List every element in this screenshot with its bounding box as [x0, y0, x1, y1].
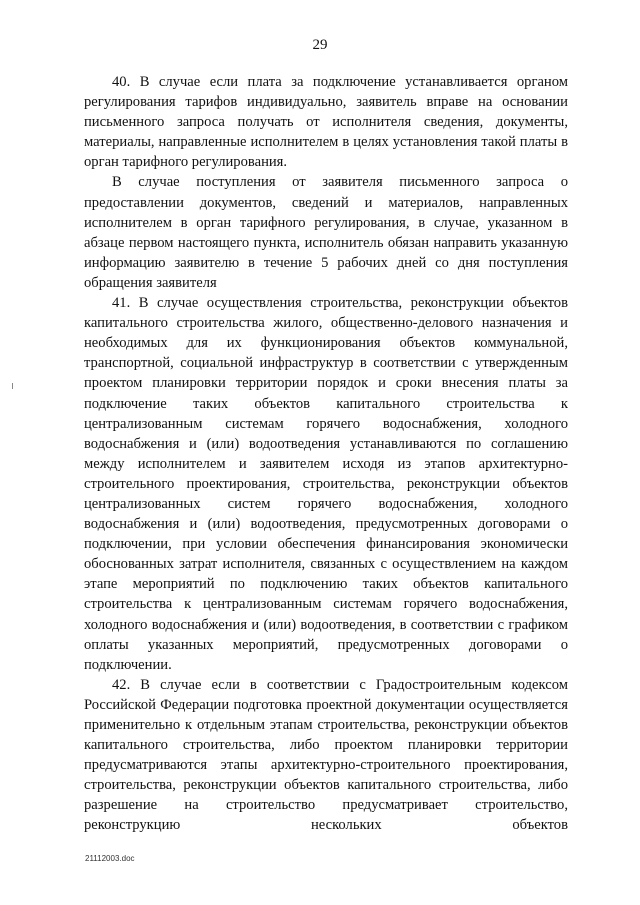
paragraph-42: 42. В случае если в соответствии с Градостроительным кодексом Российской Федерации подготовка проектной документации осуществляется применительно к отдельным этапам строительства, реконструкции объектов капитального строительства, либо проектом планировки территории предусматриваются этапы архитектурно-строительного проектирования, строительства, реконструкции объектов капитального строительства, либо разрешение на строительство предусматривает строительство, реконструкцию нескольких объектов	[84, 676, 568, 834]
page-number: 29	[312, 37, 328, 53]
document-body	[84, 72, 568, 836]
paragraph-40-continued: В случае поступления от заявителя письменного запроса о предоставлении документов, сведений и материалов, направленных исполнителем в орган тарифного регулирования, в случае, указанном в абзаце первом настоящего пункта, исполнитель обязан направить указанную информацию заявителю в течение 5 рабочих дней со дня поступления обращения заявителя	[84, 174, 568, 291]
footer-filename: 21112003.doc	[85, 854, 135, 863]
paragraph-40: 40. В случае если плата за подключение устанавливается органом регулирования тарифов индивидуально, заявитель вправе на основании письменного запроса получать от исполнителя сведения, документы, материалы, направленные исполнителем в целях установления такой платы в орган тарифного регулирования.	[84, 74, 568, 171]
paragraph-41: 41. В случае осуществления строительства, реконструкции объектов капитального строительства жилого, общественно-делового назначения и необходимых для их функционирования объектов коммунальной, транспортной, социальной инфраструктур в соответствии с утвержденным проектом планировки территории порядок и сроки внесения платы за подключение таких объектов капитального строительства к централизованным системам горячего водоснабжения, холодного водоснабжения и (или) водоотведения устанавливаются по соглашению между исполнителем и заявителем исходя из этапов архитектурно-строительного проектирования, строительства, реконструкции объектов централизованных систем горячего водоснабжения, холодного водоснабжения и (или) водоотведения, предусмотренных договорами о подключении, при условии обеспечения финансирования экономически обоснованных затрат исполнителя, связанных с осуществлением на каждом этапе мероприятий по подключению таких объектов капитального строительства к централизованным системам горячего водоснабжения, холодного водоснабжения и (или) водоотведения, в соответствии с графиком оплаты указанных мероприятий, предусмотренных договорами о подключении.	[84, 295, 568, 673]
margin-mark	[12, 383, 13, 389]
